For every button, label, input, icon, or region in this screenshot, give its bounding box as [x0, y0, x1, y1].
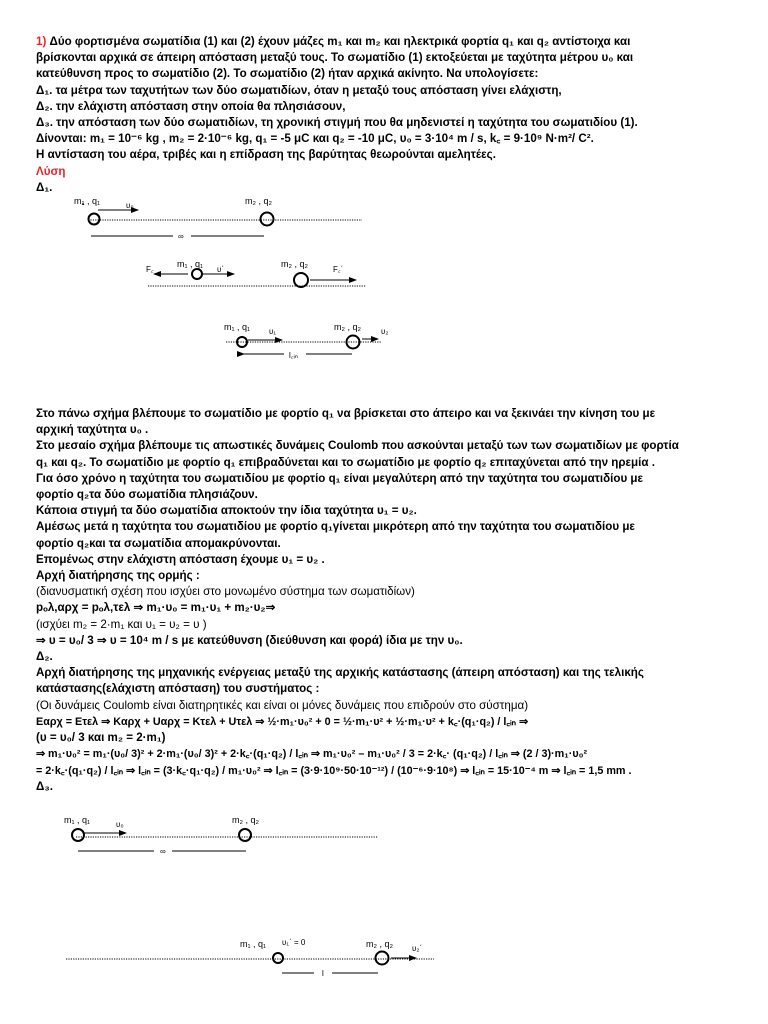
figure-1-svg	[36, 196, 736, 406]
problem-question-d3: Δ₃. την απόσταση των δύο σωματιδίων, τη χρονική στιγμή που θα μηδενιστεί η ταχύτητα του σωματιδίου (1).	[36, 116, 638, 130]
fig1-row3-v1-label: υ₁	[269, 327, 277, 337]
fig1-row3-v2-label: υ₂	[381, 327, 389, 337]
fig2-row2-particle-1	[273, 953, 283, 963]
d2-text-4: Eαρχ = Eτελ ⇒ Kαρχ + Uαρχ = Kτελ + Uτελ ⇒ ½·m₁·υ₀² + 0 = ½·m₁·υ² + ½·m₁·υ² + k꜀·(q₁·q₂) / l꜀ᵢₙ ⇒	[36, 715, 529, 728]
document-page	[36, 34, 736, 995]
problem-number: 1)	[36, 35, 47, 48]
fig2-row1-particle-2	[239, 829, 251, 841]
d1-text-11: Αρχή διατήρησης της ορμής :	[36, 569, 200, 583]
problem-line-3: κατεύθυνση προς το σωματίδιο (2). Το σωματίδιο (2) ήταν αρχικά ακίνητο. Να υπολογίσετε:	[36, 67, 539, 81]
d1-text-13: pₒλ,αρχ = pₒλ,τελ ⇒ m₁·υ₀ = m₁·υ₁ + m₂·υ₂⇒	[36, 601, 276, 615]
fig1-row3-m1-label: m₁ , q₁	[224, 322, 251, 333]
fig1-row1-m1-label: m₁ , q₁	[74, 196, 101, 207]
d2-text-2: κατάστασης(ελάχιστη απόσταση) του συστήματος :	[36, 682, 320, 696]
fig2-row2-m1-label: m₁ , q₁	[240, 938, 267, 949]
d2-text-6: ⇒ m₁·υ₀² = m₁·(υ₀/ 3)² + 2·m₁·(υ₀/ 3)² + 2·k꜀·(q₁·q₂) / l꜀ᵢₙ ⇒ m₁·υ₀² – m₁·υ₀² / 3 = 2·k꜀· (q₁·q₂) / l꜀ᵢₙ ⇒ (2 / 3)·m₁·υ₀²	[36, 748, 588, 761]
problem-given: Δίνονται: m₁ = 10⁻⁶ kg , m₂ = 2·10⁻⁶ kg, q₁ = -5 μC και q₂ = -10 μC, υ₀ = 3·10⁴ m / s, k꜀ = 9·10⁹ N·m²/ C².	[36, 132, 594, 146]
problem-line-2: βρίσκονται αρχικά σε άπειρη απόσταση μεταξύ τους. Το σωματίδιο (1) εκτοξεύεται με ταχύτητα μέτρου υ₀ και	[36, 51, 634, 65]
d1-text-8: Αμέσως μετά η ταχύτητα του σωματιδίου με φορτίο q₁γίνεται μικρότερη από την ταχύτητα του σωματιδίου με	[36, 520, 635, 534]
d1-text-14: (ισχύει m₂ = 2·m₁ και υ₁ = υ₂ = υ )	[36, 617, 207, 631]
d1-text-4: q₁ και q₂. Το σωματίδιο με φορτίο q₁ επιβραδύνεται και το σωματίδιο με φορτίο q₂ επιταχύνεται από την ηρεμία .	[36, 455, 655, 469]
fig1-row2-particle-1	[192, 269, 202, 279]
d2-label: Δ₂.	[36, 650, 53, 664]
d1-text-12: (διανυσματική σχέση που ισχύει στο μονωμένο σύστημα των σωματιδίων)	[36, 585, 415, 599]
d2-text-5: (υ = υ₀/ 3 και m₂ = 2·m₁)	[36, 731, 166, 745]
fig1-row1-m2-label: m₂ , q₂	[245, 196, 272, 207]
fig2-row2-m2-label: m₂ , q₂	[366, 938, 393, 949]
d1-label: Δ₁.	[36, 180, 53, 194]
fig2-row1-particle-1	[72, 829, 84, 841]
fig1-row2-particle-2	[294, 273, 308, 287]
fig1-row3-m2-label: m₂ , q₂	[334, 322, 361, 333]
figure-2-svg	[36, 795, 736, 995]
problem-question-d1: Δ₁. τα μέτρα των ταχυτήτων των δύο σωματιδίων, όταν η μεταξύ τους απόσταση γίνει ελάχιστη,	[36, 83, 562, 97]
d1-text-2: αρχική ταχύτητα υ₀ .	[36, 423, 149, 437]
fig1-row2-m2-label: m₂ , q₂	[281, 259, 308, 270]
fig1-row1-particle-1	[89, 214, 100, 225]
fig2-row1-m1-label: m₁ , q₁	[64, 814, 91, 825]
d1-text-1: Στο πάνω σχήμα βλέπουμε το σωματίδιο με φορτίο q₁ να βρίσκεται στο άπειρο και να ξεκινάει την κίνηση του με	[36, 407, 656, 421]
fig1-row2-fc-right: F꜀΄	[333, 265, 344, 275]
fig2-row1-infinity: ∞	[160, 846, 166, 856]
fig2-row1-v-label: υ₀	[116, 819, 124, 829]
problem-assumptions: Η αντίσταση του αέρα, τριβές και η επίδραση της βαρύτητας θεωρούνται αμελητέες.	[36, 148, 496, 162]
fig1-row2-m1-label: m₁ , q₁	[177, 259, 204, 270]
d1-text-15: ⇒ υ = υ₀/ 3 ⇒ υ = 10⁴ m / s με κατεύθυνση (διεύθυνση και φορά) ίδια με την υ₀.	[36, 633, 463, 647]
fig1-row3-lmin-label: l꜀ᵢₙ	[289, 351, 298, 361]
d2-text-7: = 2·k꜀·(q₁·q₂) / l꜀ᵢₙ ⇒ l꜀ᵢₙ = (3·k꜀·q₁·q₂) / m₁·υ₀² ⇒ l꜀ᵢₙ = (3·9·10⁹·50·10⁻¹²) / (10⁻⁶·9·10⁸) ⇒ l꜀ᵢₙ = 15·10⁻⁴ m ⇒ l꜀ᵢₙ = 1,5 mm .	[36, 764, 632, 777]
d1-text-6: φορτίο q₂τα δύο σωματίδια πλησιάζουν.	[36, 488, 258, 502]
fig2-row2-v2-label: υ₂΄	[412, 943, 423, 953]
fig1-row1-v-label: υ₀	[126, 201, 134, 211]
fig1-row1-infinity: ∞	[178, 232, 184, 242]
d3-label: Δ₃.	[36, 779, 53, 793]
d1-text-10: Επομένως στην ελάχιστη απόσταση έχουμε υ₁ = υ₂ .	[36, 552, 325, 566]
fig2-row1-m2-label: m₂ , q₂	[232, 814, 259, 825]
fig1-row2-fc-left: F꜀	[146, 265, 154, 275]
figure-1	[36, 196, 736, 406]
d1-text-5: Για όσο χρόνο η ταχύτητα του σωματιδίου με φορτίο q₁ είναι μεγαλύτερη από την ταχύτητα του σωματιδίου με	[36, 471, 644, 485]
problem-question-d2: Δ₂. την ελάχιστη απόσταση στην οποία θα πλησιάσουν,	[36, 99, 346, 113]
d2-text-3: (Οι δυνάμεις Coulomb είναι διατηρητικές και είναι οι μόνες δυνάμεις που επιδρούν στο σύστημα)	[36, 698, 529, 712]
solution-heading: Λύση	[36, 164, 66, 178]
d1-text-3: Στο μεσαίο σχήμα βλέπουμε τις απωστικές δυνάμεις Coulomb που ασκούνται μεταξύ των των σωματιδίων με φορτία	[36, 439, 679, 453]
fig1-row2-v-label: υ΄	[217, 265, 225, 275]
figure-2	[36, 795, 736, 995]
fig2-row2-l-label: l	[322, 968, 324, 978]
d1-text-9: φορτίο q₂και τα σωματίδια απομακρύνονται.	[36, 536, 281, 550]
fig2-row2-particle-2	[376, 951, 389, 964]
d1-text-7: Κάποια στιγμή τα δύο σωματίδια αποκτούν την ίδια ταχύτητα υ₁ = υ₂.	[36, 504, 417, 518]
problem-line-1: 1) Δύο φορτισμένα σωματίδια (1) και (2) έχουν μάζες m₁ και m₂ και ηλεκτρικά φορτία q₁ και q₂ αντίστοιχα και	[36, 35, 631, 48]
fig2-row2-v1-label: υ₁΄ = 0	[282, 937, 306, 947]
fig1-row1-particle-2	[261, 213, 274, 226]
d2-text-1: Αρχή διατήρησης της μηχανικής ενέργειας μεταξύ της αρχικής κατάστασης (άπειρη απόσταση) και της τελικής	[36, 666, 644, 680]
